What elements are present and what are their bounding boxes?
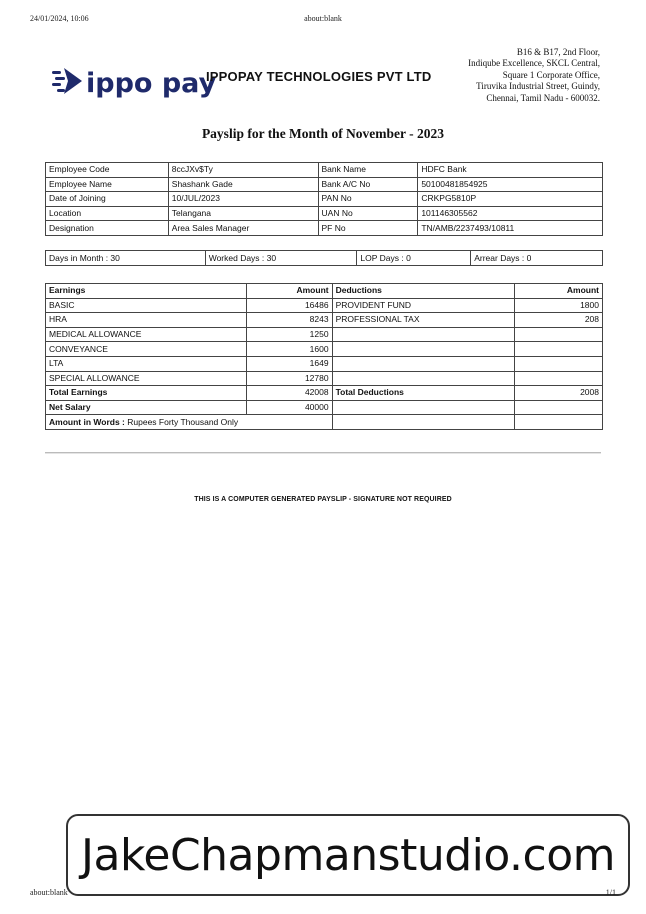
table-row [46, 251, 603, 266]
empty-cell [515, 400, 603, 415]
deduction-amount [515, 342, 603, 357]
watermark-banner: JakeChapmanstudio.com [66, 814, 630, 896]
bank-account-value: 50100481854925 [418, 177, 603, 192]
company-name: IPPOPAY TECHNOLOGIES PVT LTD [206, 69, 432, 84]
total-earnings-label: Total Earnings [46, 386, 247, 401]
arrear-days: Arrear Days : 0 [471, 251, 603, 266]
amount-in-words [46, 415, 333, 430]
address-line: Square 1 Corporate Office, [502, 69, 600, 80]
lop-days: LOP Days : 0 [357, 251, 471, 266]
doj-label: Date of Joining [46, 192, 169, 207]
location-value: Telangana [168, 206, 318, 221]
table-row [46, 221, 603, 236]
doj-value: 10/JUL/2023 [168, 192, 318, 207]
total-earnings-value: 42008 [246, 386, 332, 401]
days-in-month: Days in Month : 30 [46, 251, 206, 266]
table-row [46, 313, 603, 328]
net-salary-value: 40000 [246, 400, 332, 415]
table-row [46, 177, 603, 192]
payslip-title: Payslip for the Month of November - 2023 [201, 126, 445, 141]
logo-text: ippo pay [86, 68, 217, 99]
bank-name-value: HDFC Bank [418, 163, 603, 178]
bank-account-label: Bank A/C No [318, 177, 418, 192]
earning-amount: 16486 [246, 298, 332, 313]
earning-amount: 12780 [246, 371, 332, 386]
pan-label: PAN No [318, 192, 418, 207]
total-deductions-label: Total Deductions [332, 386, 515, 401]
amount-in-words-label: Amount in Words : [49, 416, 125, 427]
deduction-name [332, 371, 515, 386]
location-label: Location [46, 206, 169, 221]
deduction-amount: 1800 [515, 298, 603, 313]
earning-amount: 8243 [246, 313, 332, 328]
earning-name: HRA [46, 313, 247, 328]
company-logo [52, 62, 217, 102]
print-datetime: 24/01/2024, 10:06 [30, 14, 89, 23]
bank-name-label: Bank Name [318, 163, 418, 178]
table-row [46, 298, 603, 313]
pf-value: TN/AMB/2237493/10811 [418, 221, 603, 236]
earning-name: CONVEYANCE [46, 342, 247, 357]
deduction-name [332, 356, 515, 371]
designation-label: Designation [46, 221, 169, 236]
address-line: Tiruvika Industrial Street, Guindy, [476, 81, 600, 92]
table-row [46, 371, 603, 386]
earning-amount: 1600 [246, 342, 332, 357]
deduction-name: PROVIDENT FUND [332, 298, 515, 313]
uan-value: 101146305562 [418, 206, 603, 221]
deduction-amount: 208 [515, 313, 603, 328]
computer-generated-note: THIS IS A COMPUTER GENERATED PAYSLIP - SIGNATURE NOT REQUIRED [194, 496, 452, 503]
deduction-amount [515, 371, 603, 386]
table-row [46, 206, 603, 221]
deduction-name [332, 342, 515, 357]
print-page-number: 1/1 [605, 888, 616, 897]
salary-table [45, 283, 603, 430]
empty-cell [332, 415, 515, 430]
totals-row [46, 386, 603, 401]
table-row [46, 342, 603, 357]
table-row [46, 356, 603, 371]
earning-name: BASIC [46, 298, 247, 313]
print-url: about:blank [304, 14, 342, 23]
earning-amount: 1250 [246, 327, 332, 342]
deduction-name [332, 327, 515, 342]
empty-cell [332, 400, 515, 415]
deduction-amount [515, 327, 603, 342]
deductions-header: Deductions [332, 284, 515, 299]
table-row [46, 327, 603, 342]
pan-value: CRKPG5810P [418, 192, 603, 207]
table-row [46, 163, 603, 178]
address-line: B16 & B17, 2nd Floor, [516, 47, 600, 57]
divider [45, 452, 601, 453]
deductions-amount-header: Amount [515, 284, 603, 299]
uan-label: UAN No [318, 206, 418, 221]
amount-in-words-row [46, 415, 603, 430]
print-url-footer: about:blank [30, 888, 68, 897]
worked-days: Worked Days : 30 [205, 251, 357, 266]
address-line: Chennai, Tamil Nadu - 600032. [486, 92, 600, 103]
earning-name: MEDICAL ALLOWANCE [46, 327, 247, 342]
total-deductions-value: 2008 [515, 386, 603, 401]
address-line: Indiqube Excellence, SKCL Central, [468, 58, 600, 69]
earnings-amount-header: Amount [246, 284, 332, 299]
earning-amount: 1649 [246, 356, 332, 371]
employee-details-table [45, 162, 603, 236]
employee-code-value: 8ccJXv$Ty [168, 163, 318, 178]
net-salary-row [46, 400, 603, 415]
amount-in-words-value: Rupees Forty Thousand Only [127, 416, 239, 427]
net-salary-label: Net Salary [46, 400, 247, 415]
earnings-header: Earnings [46, 284, 247, 299]
earning-name: SPECIAL ALLOWANCE [46, 371, 247, 386]
empty-cell [515, 415, 603, 430]
table-header-row [46, 284, 603, 299]
employee-name-value: Shashank Gade [168, 177, 318, 192]
pf-label: PF No [318, 221, 418, 236]
employee-code-label: Employee Code [46, 163, 169, 178]
deduction-amount [515, 356, 603, 371]
deduction-name: PROFESSIONAL TAX [332, 313, 515, 328]
table-row [46, 192, 603, 207]
designation-value: Area Sales Manager [168, 221, 318, 236]
earning-name: LTA [46, 356, 247, 371]
company-address [468, 47, 600, 104]
attendance-table [45, 250, 603, 266]
employee-name-label: Employee Name [46, 177, 169, 192]
